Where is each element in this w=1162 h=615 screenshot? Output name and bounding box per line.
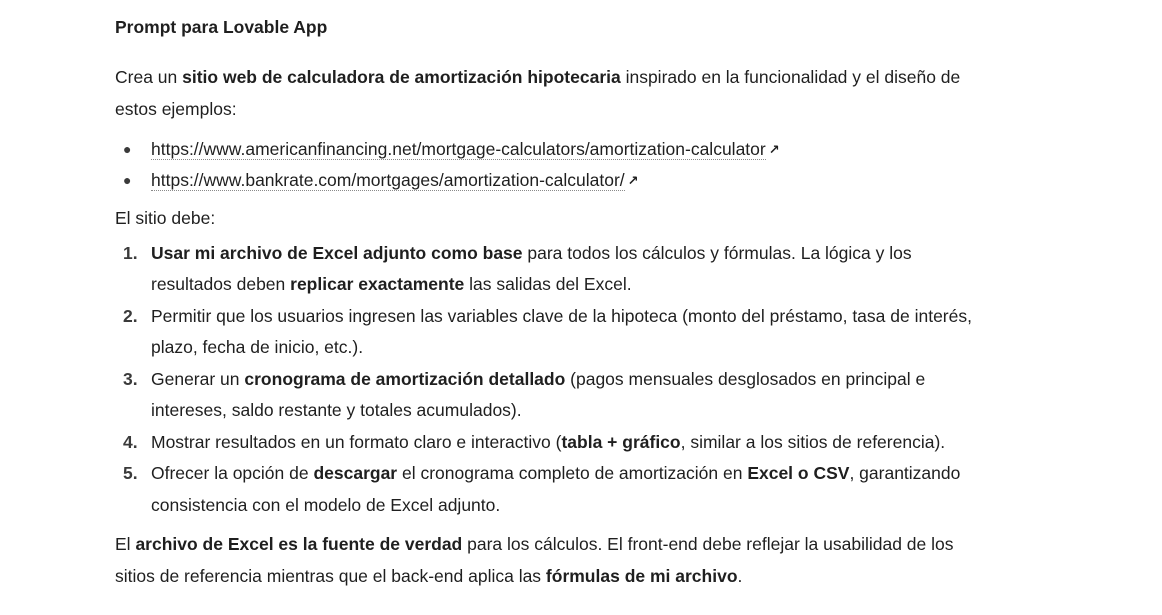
intro-text-2: inspirado en la funcionalidad y el diseño de estos ejemplos: bbox=[115, 67, 961, 119]
step-text: para todos los cálculos y fórmulas. La lógica y los resultados deben bbox=[151, 242, 912, 294]
list-number: 3. bbox=[123, 368, 138, 389]
step-text: Permitir que los usuarios ingresen las variables clave de la hipoteca (monto del préstamo, tasa de interés, plazo, fecha de inicio, etc.). bbox=[151, 305, 972, 357]
list-number: 2. bbox=[123, 305, 138, 326]
bullet-icon: ● bbox=[123, 141, 132, 157]
list-item bbox=[115, 134, 995, 165]
step-text: Mostrar resultados en un formato claro e interactivo ( bbox=[151, 431, 562, 452]
closing-text-3: . bbox=[737, 565, 743, 586]
list-item bbox=[115, 458, 995, 521]
step-text: , similar a los sitios de referencia). bbox=[680, 431, 946, 452]
page-title: Prompt para Lovable App bbox=[115, 17, 328, 37]
intro-text: Crea un bbox=[115, 67, 183, 87]
step-bold: cronograma de amortización detallado bbox=[244, 368, 566, 389]
document bbox=[115, 14, 995, 592]
requirements-label: El sitio debe: bbox=[115, 208, 216, 228]
list-item bbox=[115, 238, 995, 301]
external-link-icon[interactable]: ↗ bbox=[627, 173, 639, 188]
list-item bbox=[115, 364, 995, 427]
step-text: el cronograma completo de amortización en bbox=[397, 463, 748, 483]
reference-link-americanfinancing[interactable]: https://www.americanfinancing.net/mortgage-calculators/amortization-calculator bbox=[151, 139, 766, 159]
closing-bold: archivo de Excel es la fuente de verdad bbox=[135, 534, 463, 554]
closing-bold-2: fórmulas de mi archivo bbox=[545, 565, 738, 586]
requirements-list bbox=[115, 238, 995, 522]
step-bold: Usar mi archivo de Excel adjunto como base bbox=[151, 242, 523, 263]
list-number: 5. bbox=[123, 463, 138, 483]
step-text: (pagos mensuales desglosados en principal e intereses, saldo restante y totales acumulados). bbox=[151, 368, 926, 420]
step-text: las salidas del Excel. bbox=[464, 274, 632, 294]
intro-paragraph bbox=[115, 62, 995, 125]
reference-link-bankrate[interactable]: https://www.bankrate.com/mortgages/amortization-calculator/ bbox=[151, 170, 625, 190]
list-item bbox=[115, 427, 995, 459]
closing-text-2: para los cálculos. El front-end debe reflejar la usabilidad de los sitios de referencia mientras que el back-end aplica las bbox=[115, 534, 954, 586]
closing-text: El bbox=[115, 534, 136, 554]
list-item bbox=[115, 301, 995, 364]
step-bold: tabla + gráfico bbox=[561, 431, 681, 452]
list-item bbox=[115, 165, 995, 196]
step-bold: Excel o CSV bbox=[747, 463, 850, 483]
intro-bold: sitio web de calculadora de amortización hipotecaria bbox=[182, 67, 621, 87]
list-number: 4. bbox=[123, 431, 138, 452]
reference-links-list bbox=[115, 134, 995, 196]
step-bold: replicar exactamente bbox=[290, 274, 465, 294]
closing-paragraph bbox=[115, 529, 995, 592]
step-bold: descargar bbox=[313, 463, 398, 483]
bullet-icon: ● bbox=[123, 172, 132, 188]
step-text: , garantizando consistencia con el modelo de Excel adjunto. bbox=[151, 463, 961, 515]
step-text: Generar un bbox=[151, 368, 245, 389]
step-text: Ofrecer la opción de bbox=[151, 463, 314, 483]
external-link-icon[interactable]: ↗ bbox=[768, 142, 780, 157]
list-number: 1. bbox=[123, 242, 138, 263]
